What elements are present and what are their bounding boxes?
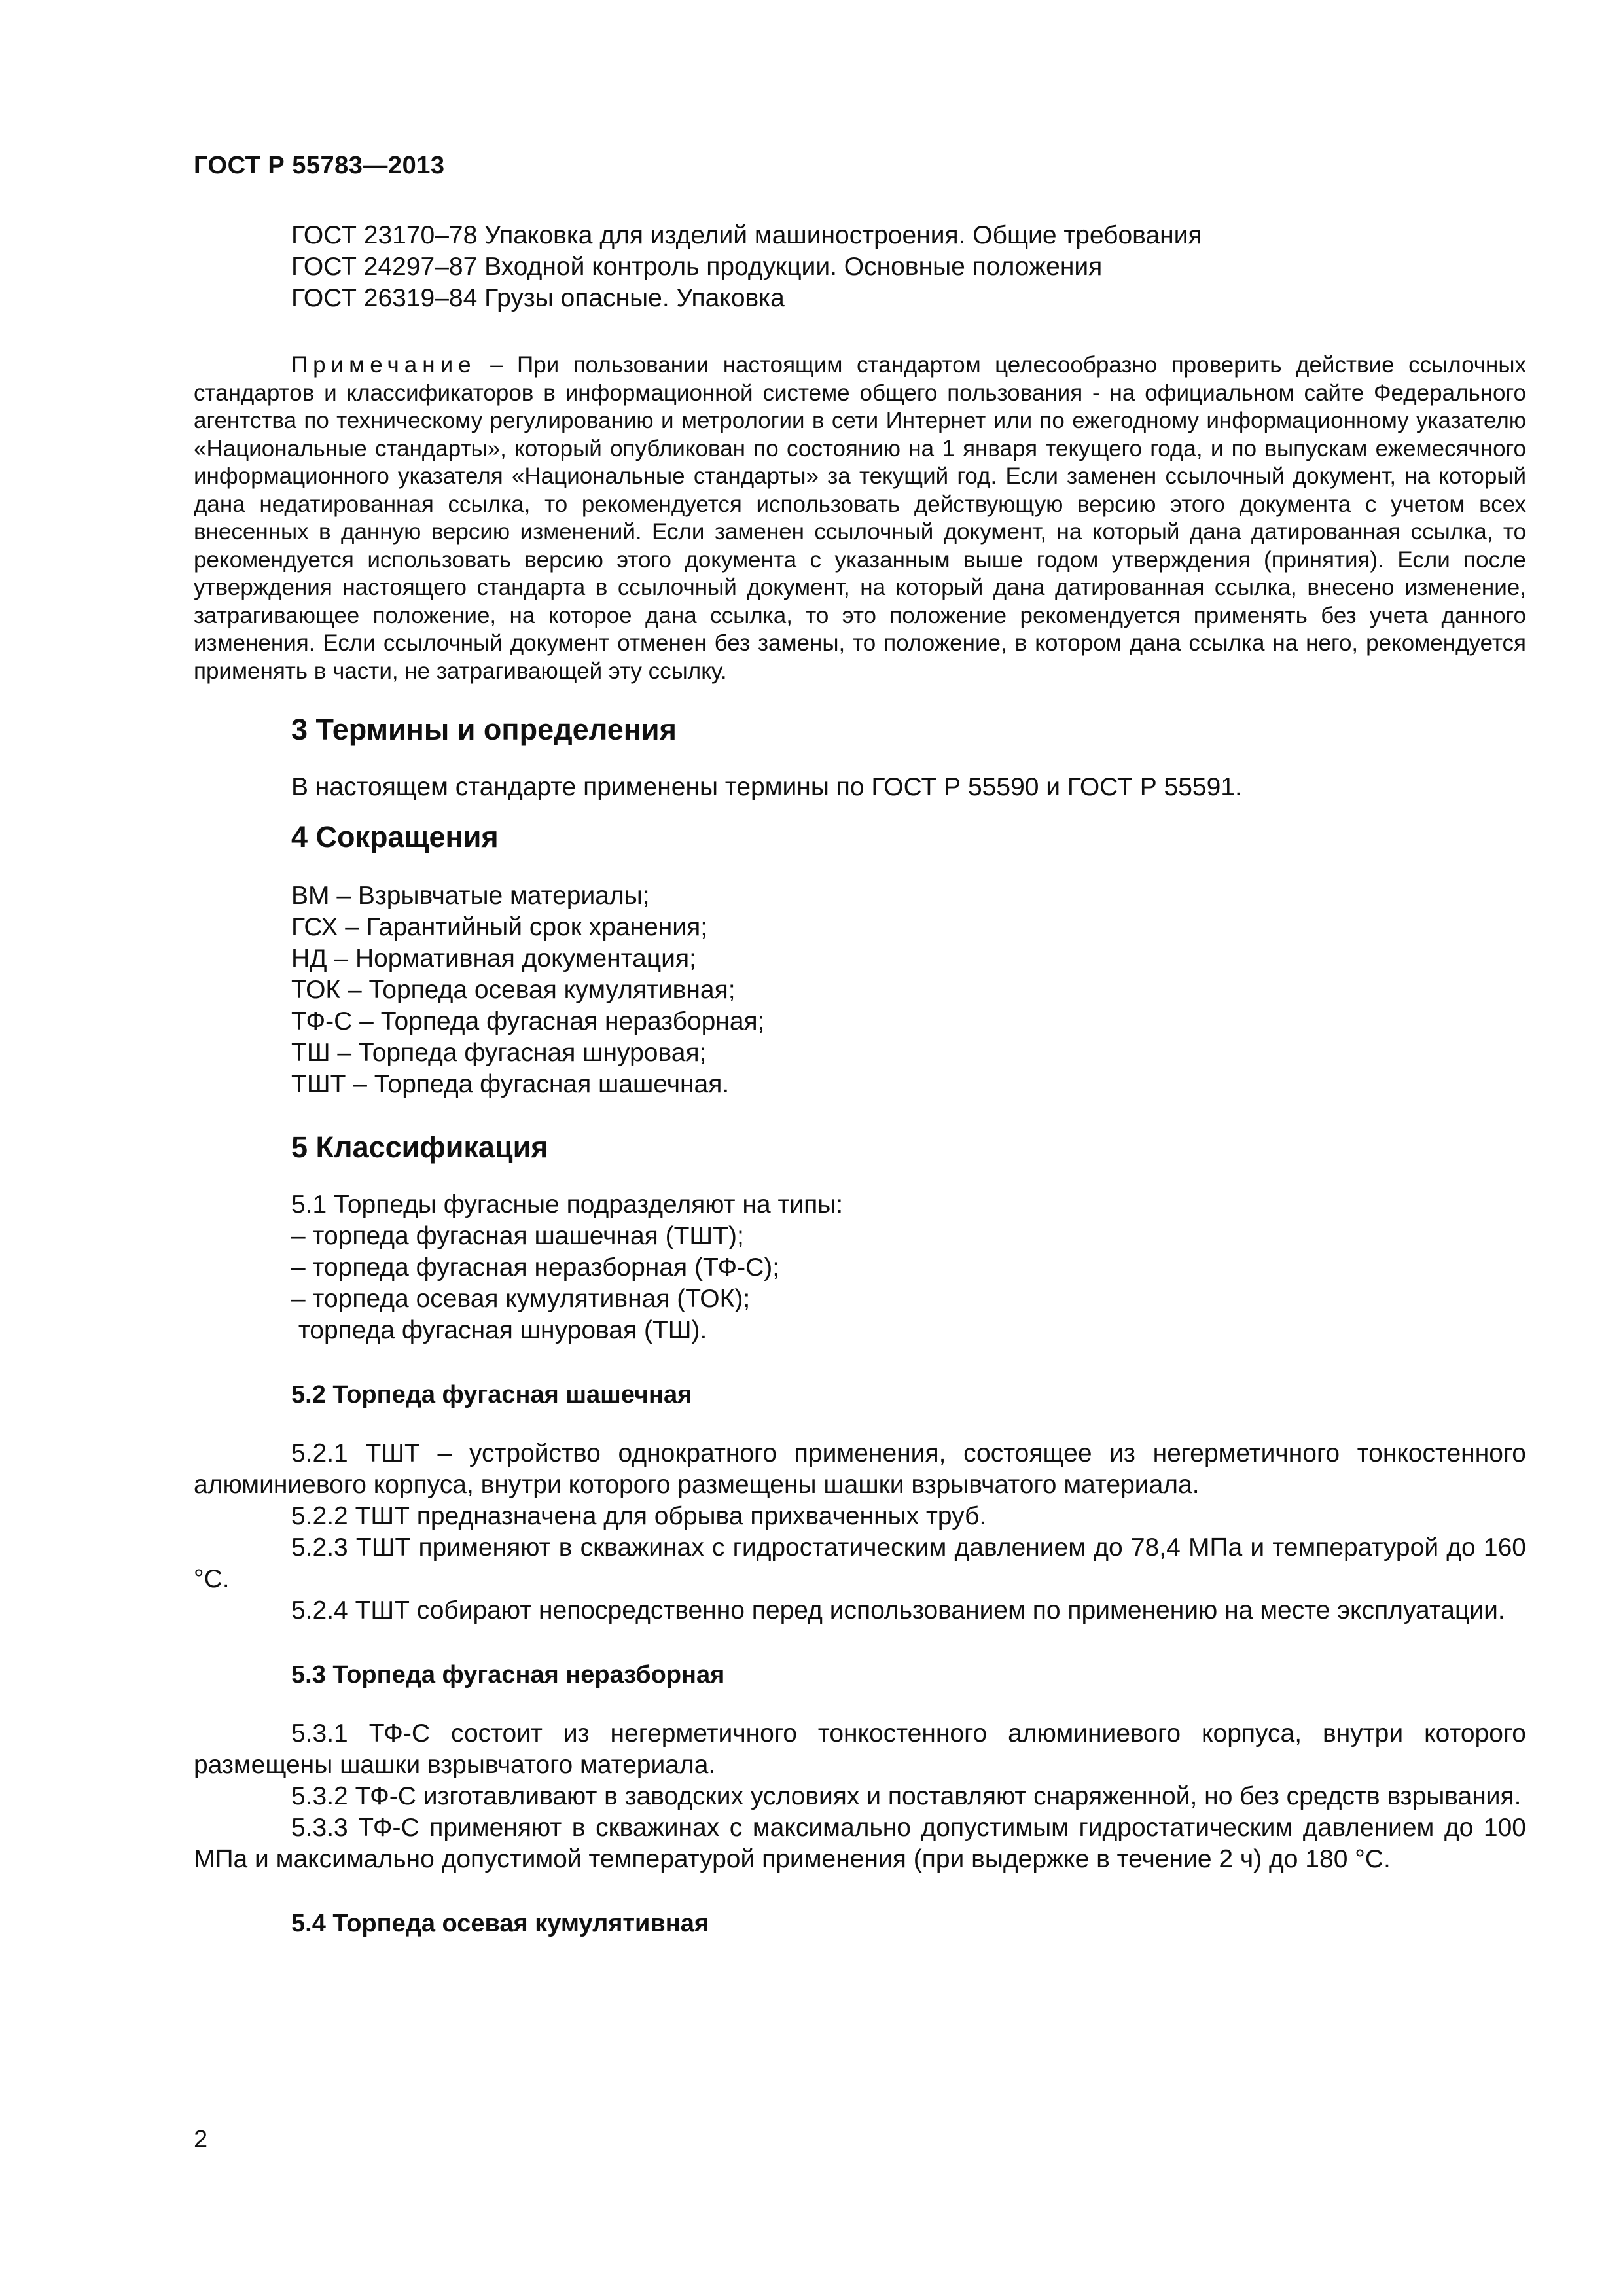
abbreviation-item: ВМ – Взрывчатые материалы; <box>291 882 650 910</box>
abbreviation-item: ТШТ – Торпеда фугасная шашечная. <box>291 1070 730 1098</box>
section-5-4-title: 5.4 Торпеда осевая кумулятивная <box>291 1910 709 1937</box>
section-3-text: В настоящем стандарте применены термины по ГОСТ Р 55590 и ГОСТ Р 55591. <box>291 773 1242 801</box>
paragraph-5-3-2: 5.3.2 ТФ-С изготавливают в заводских условиях и поставляют снаряженной, но без средств взрывания. <box>291 1782 1522 1810</box>
references-list <box>194 220 1526 314</box>
paragraph-5-2-4: 5.2.4 ТШТ собирают непосредственно перед использованием по применению на месте эксплуатации. <box>291 1596 1505 1624</box>
section-5-title: 5 Классификация <box>291 1130 548 1164</box>
paragraph-5-3-3: 5.3.3 ТФ-С применяют в скважинах с максимально допустимым гидростатическим давлением до 100 МПа и максимально допустимой температурой применения (при выдержке в течение 2 ч) до 180 °С. <box>194 1814 1526 1873</box>
section-5-3-body <box>194 1718 1526 1875</box>
abbreviation-item: ТОК – Торпеда осевая кумулятивная; <box>291 976 736 1004</box>
page-number: 2 <box>194 2126 208 2153</box>
note-label: Примечание <box>291 352 476 378</box>
reference-item: ГОСТ 26319–84 Грузы опасные. Упаковка <box>291 284 785 312</box>
section-3-title: 3 Термины и определения <box>291 713 677 746</box>
page-content <box>194 220 1526 1939</box>
abbreviations-list <box>194 880 1526 1100</box>
torpedo-type-item: торпеда фугасная шнуровая (ТШ). <box>291 1316 707 1344</box>
torpedo-type-item: – торпеда осевая кумулятивная (ТОК); <box>291 1285 751 1313</box>
reference-item: ГОСТ 23170–78 Упаковка для изделий машиностроения. Общие требования <box>291 221 1202 249</box>
document-code: ГОСТ Р 55783—2013 <box>194 152 445 179</box>
torpedo-type-item: – торпеда фугасная шашечная (ТШТ); <box>291 1222 744 1250</box>
abbreviation-item: НД – Нормативная документация; <box>291 944 696 973</box>
paragraph-5-2-3: 5.2.3 ТШТ применяют в скважинах с гидростатическим давлением до 78,4 МПа и температурой до 160 °С. <box>194 1534 1526 1593</box>
torpedo-type-item: – торпеда фугасная неразборная (ТФ-С); <box>291 1253 780 1282</box>
abbreviation-item: ТФ-С – Торпеда фугасная неразборная; <box>291 1007 765 1035</box>
section-4-title: 4 Сокращения <box>291 820 499 853</box>
note-paragraph <box>194 351 1526 685</box>
abbreviation-item: ГСХ – Гарантийный срок хранения; <box>291 913 708 941</box>
note-text: – При пользовании настоящим стандартом целесообразно проверить действие ссылочных стандартов и классификаторов в информационной системе общего пользования - на официальном сайте Федерального агентства по техническому регулированию и метрологии в сети Интернет или по ежегодному информационному указателю «Национальные стандарты», который опубликован по состоянию на 1 января текущего года, и по выпускам ежемесячного информационного указателя «Национальные стандарты» за текущий год. Если заменен ссылочный документ, на который дана недатированная ссылка, то рекомендуется использовать действующую версию этого документа с учетом всех внесенных в данную версию изменений. Если заменен ссылочный документ, на который дана датированная ссылка, то рекомендуется использовать версию этого документа с указанным выше годом утверждения (принятия). Если после утверждения настоящего стандарта в ссылочный документ, на который дана датированная ссылка, внесено изменение, затрагивающее положение, на которое дана ссылка, то это положение рекомендуется применять без учета данного изменения. Если ссылочный документ отменен без замены, то положение, в котором дана ссылка на него, рекомендуется применять в части, не затрагивающей эту ссылку. <box>194 352 1526 684</box>
reference-item: ГОСТ 24297–87 Входной контроль продукции. Основные положения <box>291 253 1103 281</box>
section-5-2-body <box>194 1438 1526 1626</box>
paragraph-5-2-1: 5.2.1 ТШТ – устройство однократного применения, состоящее из негерметичного тонкостенного алюминиевого корпуса, внутри которого размещены шашки взрывчатого материала. <box>194 1439 1526 1499</box>
paragraph-5-2-2: 5.2.2 ТШТ предназначена для обрыва прихваченных труб. <box>291 1502 987 1530</box>
section-5-2-title: 5.2 Торпеда фугасная шашечная <box>291 1381 692 1408</box>
section-5-1-intro: 5.1 Торпеды фугасные подразделяют на типы: <box>291 1191 844 1219</box>
torpedo-types-list <box>194 1221 1526 1346</box>
section-5-3-title: 5.3 Торпеда фугасная неразборная <box>291 1661 725 1689</box>
paragraph-5-3-1: 5.3.1 ТФ-С состоит из негерметичного тонкостенного алюминиевого корпуса, внутри которого размещены шашки взрывчатого материала. <box>194 1719 1526 1779</box>
abbreviation-item: ТШ – Торпеда фугасная шнуровая; <box>291 1039 707 1067</box>
